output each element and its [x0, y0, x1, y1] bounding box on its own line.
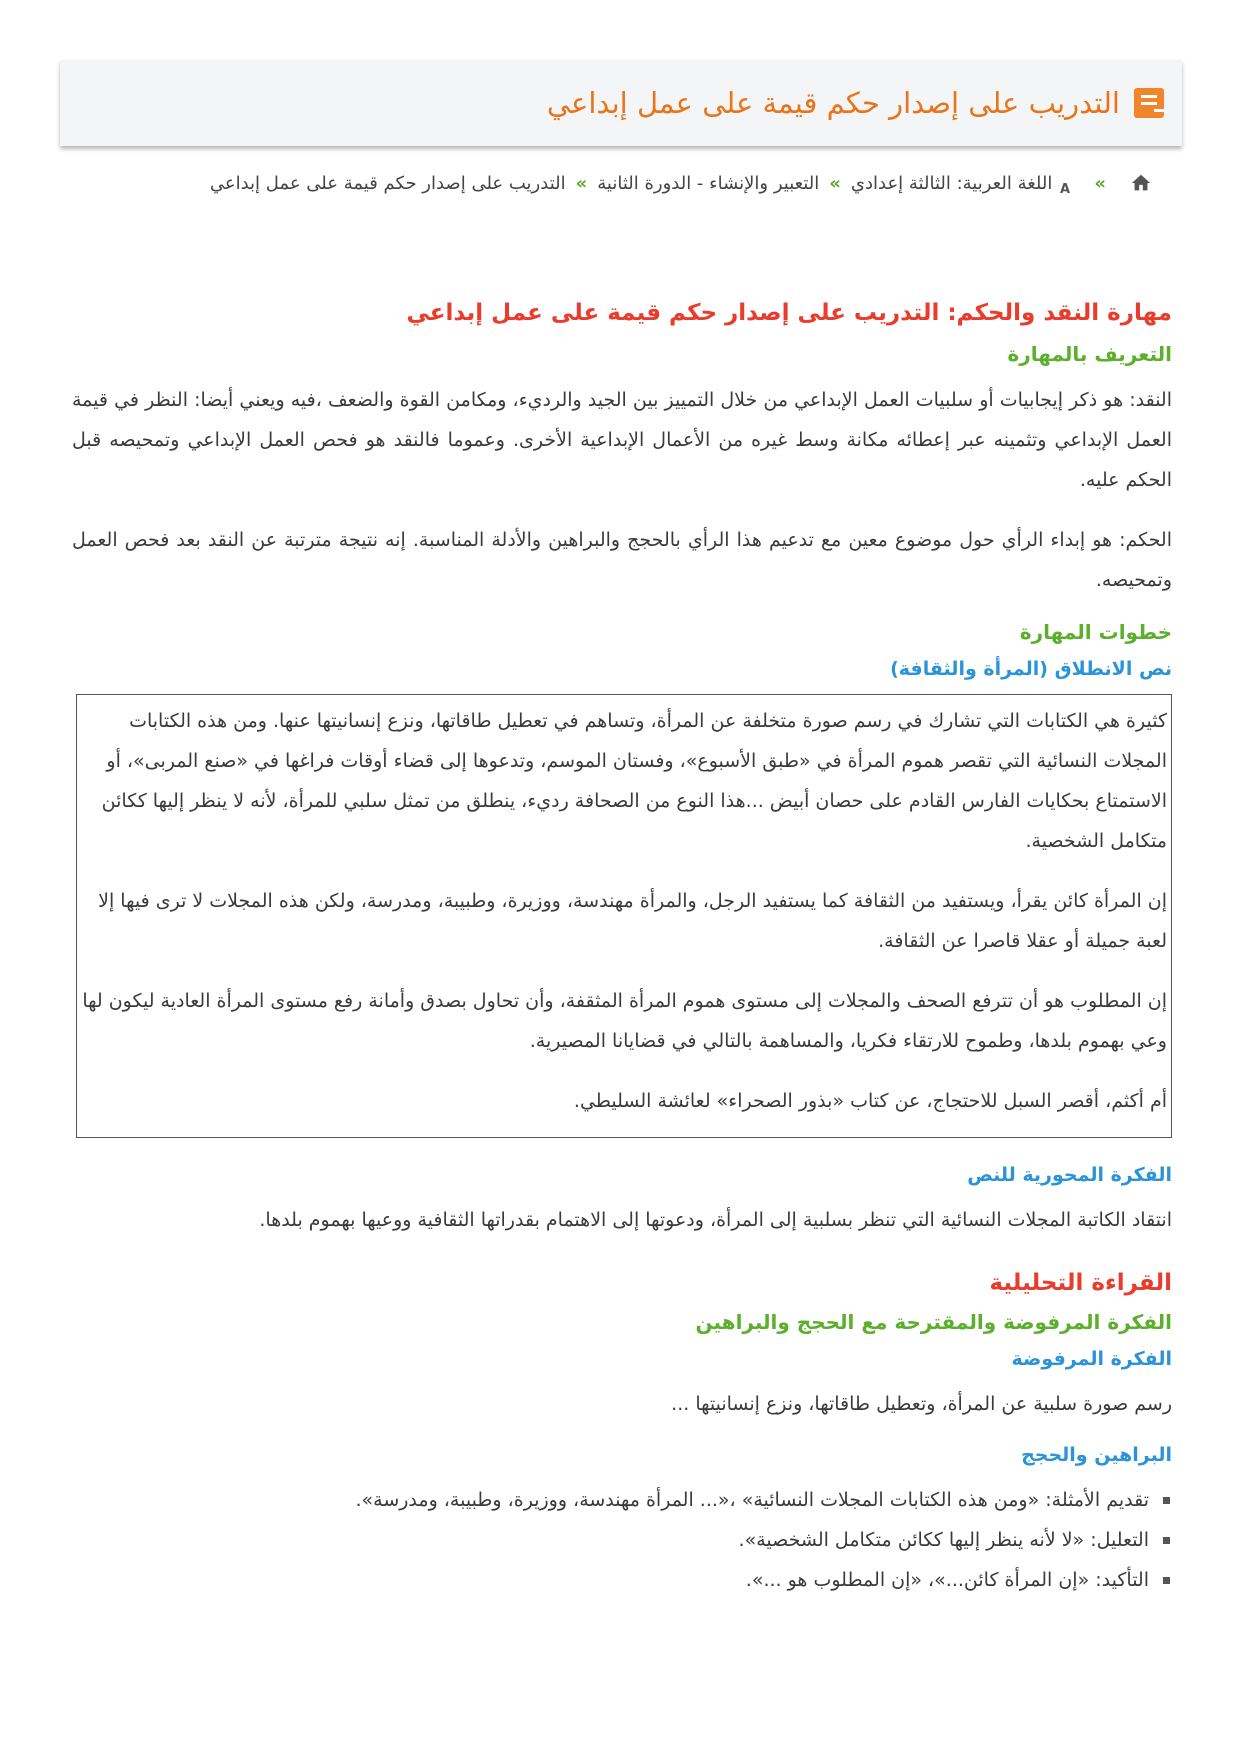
judgment-paragraph: الحكم: هو إبداء الرأي حول موضوع معين مع تدعيم هذا الرأي بالحجج والبراهين والأدلة المناسبة. إنه نتيجة مترتبة عن النقد بعد فحص العمل وتمحيصه.: [72, 529, 1172, 591]
proof-text: التأكيد: «إن المرأة كائن...»، «إن المطلوب هو ...».: [745, 1569, 1149, 1591]
document-icon: [1134, 88, 1164, 118]
home-icon[interactable]: [1130, 172, 1152, 194]
translate-icon: [1058, 172, 1084, 194]
breadcrumb: [60, 168, 1152, 198]
critique-paragraph: النقد: هو ذكر إيجابيات أو سلبيات العمل الإبداعي من خلال التمييز بين الجيد والرديء، ومكامن القوة والضعف ،فيه ويعني أيضا: النظر في قيمة العمل الإبداعي وتثمينه عبر إعطائه مكانة وسط غيره من الأعمال الإبداعية الأخرى. وعموما فالنقد هو فحص العمل الإبداعي وتمحيصه قبل الحكم عليه.: [72, 389, 1172, 491]
bullet-icon: [1163, 1577, 1170, 1584]
source-text-box: [76, 694, 1172, 1138]
steps-heading: خطوات المهارة: [1019, 620, 1172, 644]
definition-heading: التعريف بالمهارة: [1007, 342, 1172, 366]
source-text-heading: نص الانطلاق (المرأة والثقافة): [890, 658, 1172, 680]
proofs-list: [72, 1480, 1172, 1600]
bullet-icon: [1163, 1537, 1170, 1544]
breadcrumb-item-current: التدريب على إصدار حكم قيمة على عمل إبداعي: [209, 172, 566, 194]
rejected-suggested-heading: الفكرة المرفوضة والمقترحة مع الحجج والبراهين: [695, 1310, 1172, 1334]
main-heading: مهارة النقد والحكم: التدريب على إصدار حكم قيمة على عمل إبداعي: [406, 300, 1172, 326]
quote-paragraph: إن المطلوب هو أن تترفع الصحف والمجلات إلى مستوى هموم المرأة المثقفة، وأن تحاول بصدق وأمانة رفع مستوى المرأة العادية ليكون لها وعي بهموم بلدها، وطموح للارتقاء فكريا، والمساهمة بالتالي في قضايانا المصيرية.: [82, 990, 1167, 1052]
list-item: [72, 1480, 1172, 1520]
rejected-idea-text: رسم صورة سلبية عن المرأة، وتعطيل طاقاتها، ونزع إنسانيتها ...: [671, 1393, 1172, 1415]
breadcrumb-separator: »: [575, 172, 588, 194]
proof-text: تقديم الأمثلة: «ومن هذه الكتابات المجلات النسائية» ،«... المرأة مهندسة، ووزيرة، وطبيبة، ومدرسة».: [355, 1489, 1149, 1511]
list-item: [72, 1520, 1172, 1560]
quote-source: أم أكثم، أقصر السبل للاحتجاج، عن كتاب «بذور الصحراء» لعائشة السليطي.: [573, 1090, 1167, 1112]
bullet-icon: [1163, 1497, 1170, 1504]
page-header: [60, 60, 1182, 146]
rejected-idea-heading: الفكرة المرفوضة: [1011, 1348, 1172, 1370]
central-idea-text: انتقاد الكاتبة المجلات النسائية التي تنظر بسلبية إلى المرأة، ودعوتها إلى الاهتمام بقدراتها الثقافية ووعيها بهموم بلدها.: [259, 1209, 1172, 1231]
quote-paragraph: كثيرة هي الكتابات التي تشارك في رسم صورة متخلفة عن المرأة، وتساهم في تعطيل طاقاتها، ونزع إنسانيتها عنها. ومن هذه الكتابات المجلات النسائية التي تقصر هموم المرأة في «طبق الأسبوع»، وفستان الموسم، وتدعوها إلى قضاء أوقات فراغها في «صنع المربى»، أو الاستمتاع بحكايات الفارس القادم على حصان أبيض ...هذا النوع من الصحافة رديء، ينطلق من تمثل سلبي للمرأة، لأنه لا ينظر إليها ككائن متكامل الشخصية.: [101, 710, 1167, 852]
page-title: التدريب على إصدار حكم قيمة على عمل إبداعي: [546, 86, 1120, 120]
svg-text:A: A: [1060, 182, 1071, 194]
svg-text:文: [1058, 174, 1059, 189]
breadcrumb-item-arabic[interactable]: اللغة العربية: الثالثة إعدادي: [850, 172, 1053, 194]
list-item: [72, 1560, 1172, 1600]
quote-paragraph: إن المرأة كائن يقرأ، ويستفيد من الثقافة كما يستفيد الرجل، والمرأة مهندسة، ووزيرة، وطبيبة، ومدرسة، ولكن هذه المجلات لا ترى فيها إلا لعبة جميلة أو عقلا قاصرا عن الثقافة.: [98, 890, 1167, 952]
proofs-heading: البراهين والحجج: [1021, 1444, 1172, 1466]
central-idea-heading: الفكرة المحورية للنص: [967, 1164, 1172, 1186]
breadcrumb-separator: »: [1094, 172, 1106, 194]
breadcrumb-item-expression[interactable]: التعبير والإنشاء - الدورة الثانية: [597, 172, 820, 194]
analytic-heading: القراءة التحليلية: [989, 1270, 1172, 1296]
breadcrumb-separator: »: [829, 172, 841, 194]
proof-text: التعليل: «لا لأنه ينظر إليها ككائن متكامل الشخصية».: [738, 1529, 1149, 1551]
article-content: [72, 300, 1172, 1600]
